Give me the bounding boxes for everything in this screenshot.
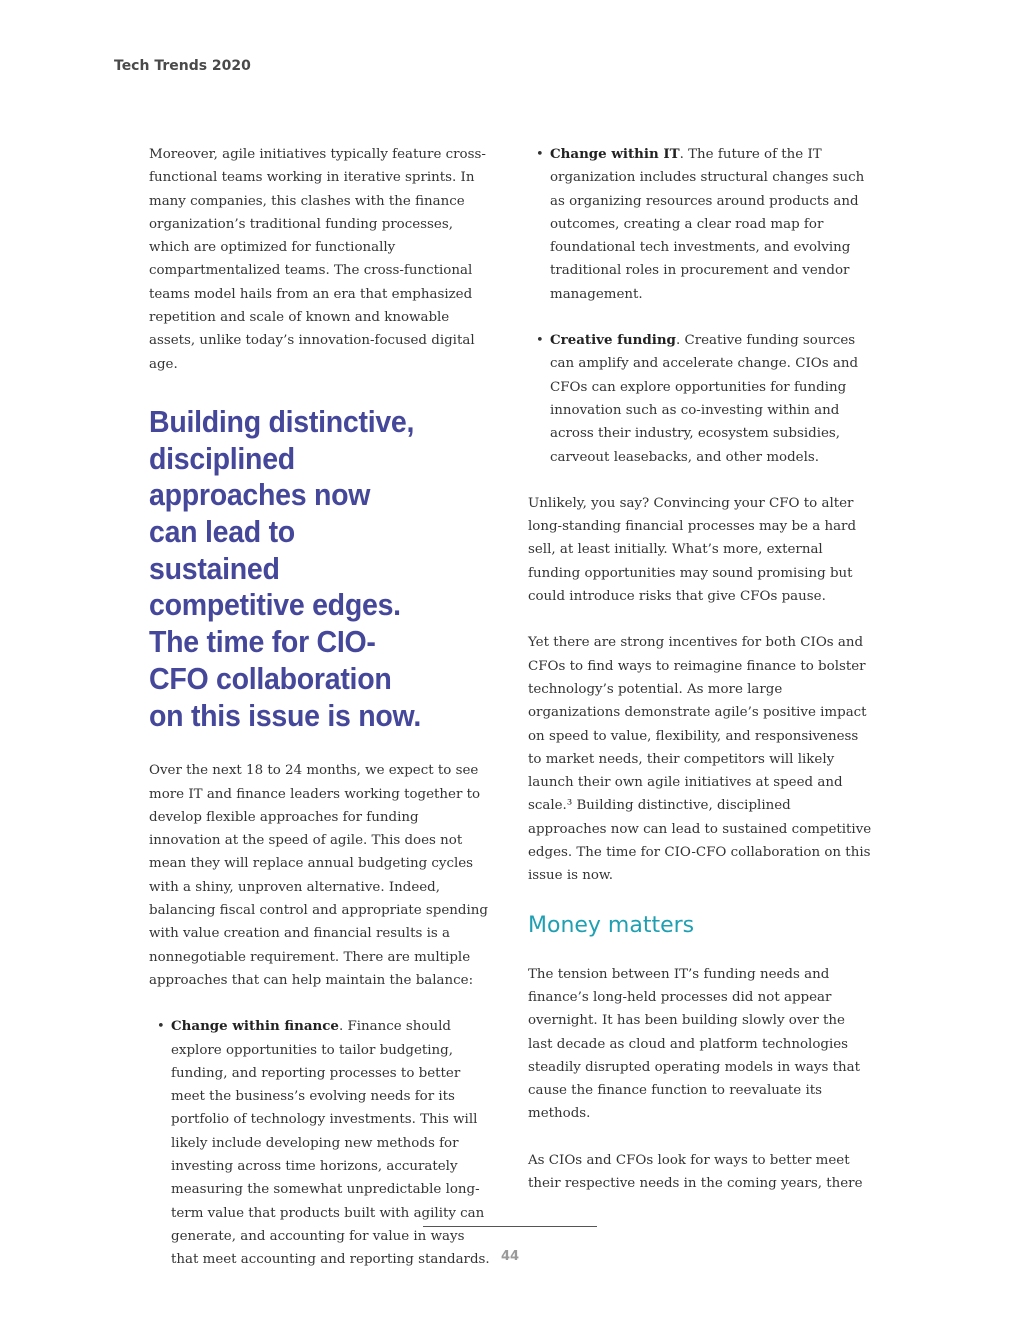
bullet-item-change-within-finance <box>149 1015 494 1271</box>
right-column <box>528 143 873 1218</box>
pull-quote: Building distinctive, disciplined approaches now can lead to sustained competitive edges. The time for CIO-CFO collaboration on this issue is now. <box>149 403 422 733</box>
bullet-lead: Change within IT <box>550 146 680 162</box>
bullet-text: . Creative funding sources can amplify and accelerate change. CIOs and CFOs can explore opportunities for funding innovation such as co-investing within and across their industry, ecosystem subsidies, carveout leasebacks, and other models. <box>550 333 859 465</box>
left-column <box>149 143 494 1295</box>
body-paragraph: The tension between IT’s funding needs and finance’s long-held processes did not appear overnight. It has been building slowly over the last decade as cloud and platform technologies steadily disrupted operating models in ways that cause the finance function to reevaluate its methods. <box>528 966 860 1122</box>
page-number: 44 <box>500 1249 520 1264</box>
bullet-lead: Creative funding <box>550 332 676 349</box>
bullet-item-change-within-it <box>528 143 873 306</box>
bullet-list <box>149 1015 494 1271</box>
bullet-list <box>528 143 873 469</box>
running-header: Tech Trends 2020 <box>114 58 251 74</box>
bullet-item-creative-funding <box>528 329 873 469</box>
body-paragraph: Moreover, agile initiatives typically feature cross-functional teams working in iterative sprints. In many companies, this clashes with the finance organization’s traditional funding processes, which are optimized for functionally compartmentalized teams. The cross-functional teams model hails from an era that emphasized repetition and scale of known and knowable assets, unlike today’s innovation-focused digital age. <box>149 147 486 372</box>
bullet-text: . The future of the IT organization includes structural changes such as organizing resources around products and outcomes, creating a clear road map for foundational tech investments, and evolving traditional roles in procurement and vendor management. <box>550 147 865 302</box>
body-paragraph: Unlikely, you say? Convincing your CFO to alter long-standing financial processes may be a hard sell, at least initially. What’s more, external funding opportunities may sound promising but could introduce risks that give CFOs pause. <box>528 495 857 605</box>
section-heading: Money matters <box>528 912 695 938</box>
bullet-text: . Finance should explore opportunities to tailor budgeting, funding, and reporting processes to better meet the business’s evolving needs for its portfolio of technology investments. This will likely include developing new methods for investing across time horizons, accurately measuring the somewhat unpredictable long-term value that products built with agility can generate, and accounting for value in ways that meet accounting and reporting standards. <box>171 1019 490 1268</box>
footer-divider <box>423 1226 597 1227</box>
body-paragraph: As CIOs and CFOs look for ways to better meet their respective needs in the coming years, there <box>528 1152 863 1191</box>
bullet-lead: Change within finance <box>171 1018 339 1035</box>
body-paragraph: Yet there are strong incentives for both CIOs and CFOs to find ways to reimagine finance to bolster technology’s potential. As more large organizations demonstrate agile’s positive impact on speed to value, flexibility, and responsiveness to market needs, their competitors will likely launch their own agile initiatives at speed and scale.³ Building distinctive, disciplined approaches now can lead to sustained competitive edges. The time for CIO-CFO collaboration on this issue is now. <box>528 635 872 884</box>
body-paragraph: Over the next 18 to 24 months, we expect to see more IT and finance leaders working together to develop flexible approaches for funding innovation at the speed of agile. This does not mean they will replace annual budgeting cycles with a shiny, unproven alternative. Indeed, balancing fiscal control and appropriate spending with value creation and financial results is a nonnegotiable requirement. There are multiple approaches that can help maintain the balance: <box>149 763 488 988</box>
